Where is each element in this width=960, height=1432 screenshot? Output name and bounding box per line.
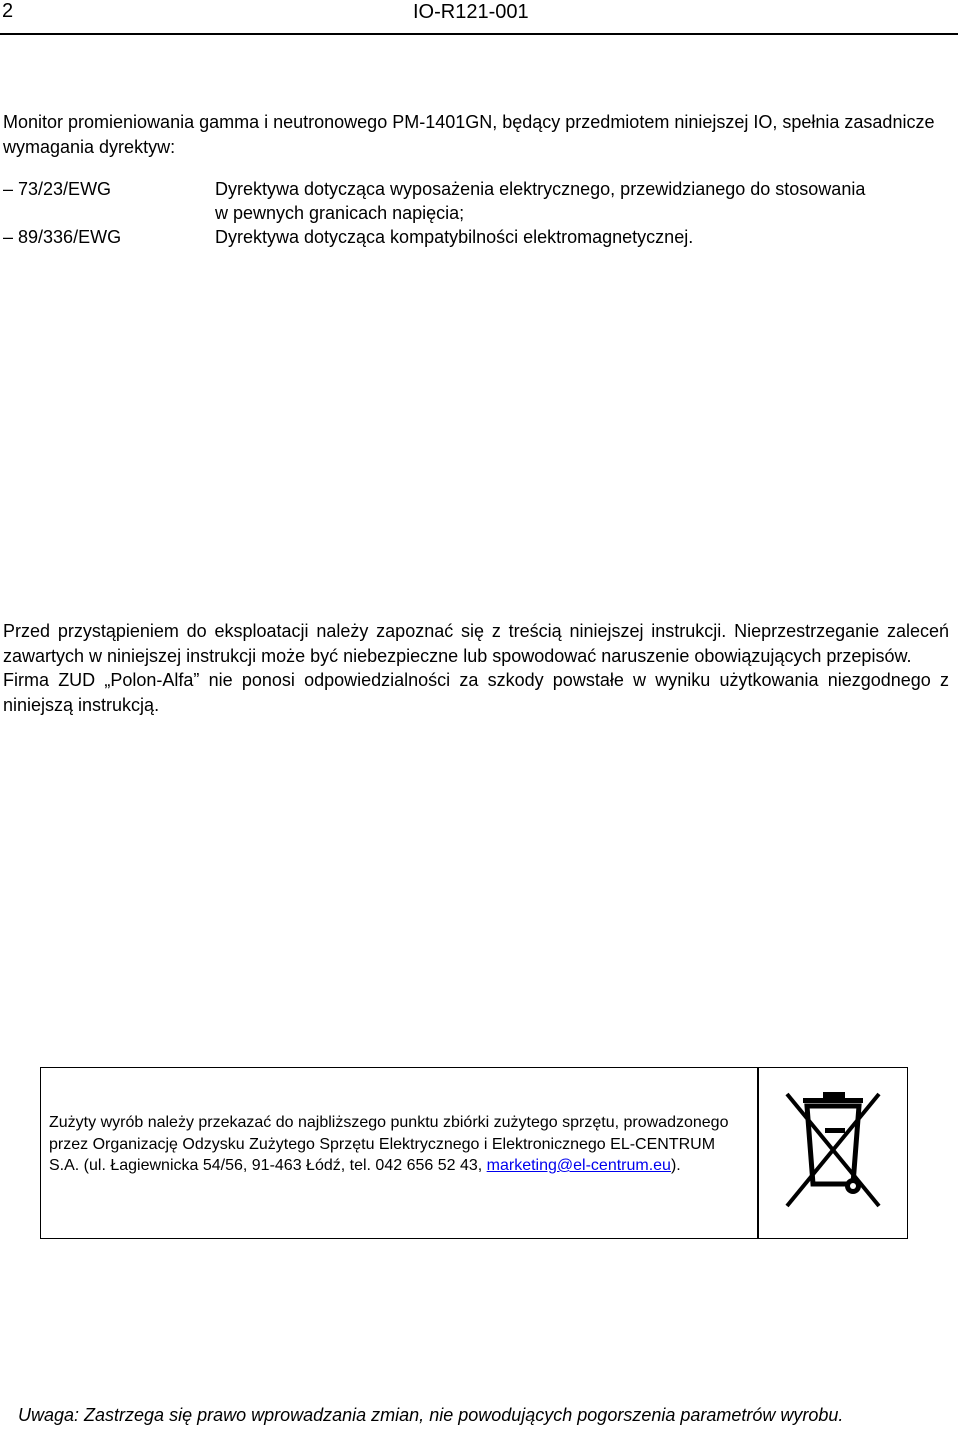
directive-code-2: – 89/336/EWG [3, 227, 122, 247]
recycling-notice-text [49, 1112, 729, 1177]
document-id: IO-R121-001 [413, 1, 529, 23]
recycling-notice-box [40, 1067, 908, 1239]
footer-notice: Uwaga: Zastrzega się prawo wprowadzania zmian, nie powodujących pogorszenia parametrów wyrobu. [18, 1405, 844, 1425]
page-number: 2 [2, 0, 14, 22]
recycling-email-link[interactable]: marketing@el-centrum.eu [486, 1157, 671, 1174]
warning-section [3, 619, 949, 717]
crossed-out-wheelie-bin-icon [765, 1076, 901, 1228]
directive-desc-1-line2: w pewnych granicach napięcia; [215, 203, 465, 223]
warning-paragraph-1: Przed przystąpieniem do eksploatacji należy zapoznać się z treścią niniejszej instrukcji. Nieprzestrzeganie zaleceń zawartych w niniejszej instrukcji może być niebezpieczne lub spowodować naruszenie obowiązujących przepisów. [3, 621, 949, 666]
directive-code-1: – 73/23/EWG [3, 179, 112, 199]
header-rule [0, 33, 958, 35]
intro-paragraph: Monitor promieniowania gamma i neutronowego PM-1401GN, będący przedmiotem niniejszej IO, spełnia zasadnicze wymagania dyrektyw: [3, 112, 935, 157]
directive-desc-2-line1: Dyrektywa dotycząca kompatybilności elektromagnetycznej. [215, 227, 694, 247]
recycling-text-body: Zużyty wyrób należy przekazać do najbliższego punktu zbiórki zużytego sprzętu, prowadzonego przez Organizację Odzysku Zużytego Sprzętu Elektrycznego i Elektronicznego EL-CENTRUM S.A. (ul. Łagiewnicka 54/56, 91-463 Łódź, tel. 042 656 52 43, [49, 1114, 729, 1174]
directive-desc-1-line1: Dyrektywa dotycząca wyposażenia elektrycznego, przewidzianego do stosowania [215, 179, 866, 199]
recycling-text-end: ). [670, 1157, 681, 1174]
recycling-box-divider [757, 1068, 759, 1238]
warning-paragraph-2: Firma ZUD „Polon-Alfa” nie ponosi odpowiedzialności za szkody powstałe w wyniku użytkowania niezgodnego z niniejszą instrukcją. [3, 670, 949, 715]
